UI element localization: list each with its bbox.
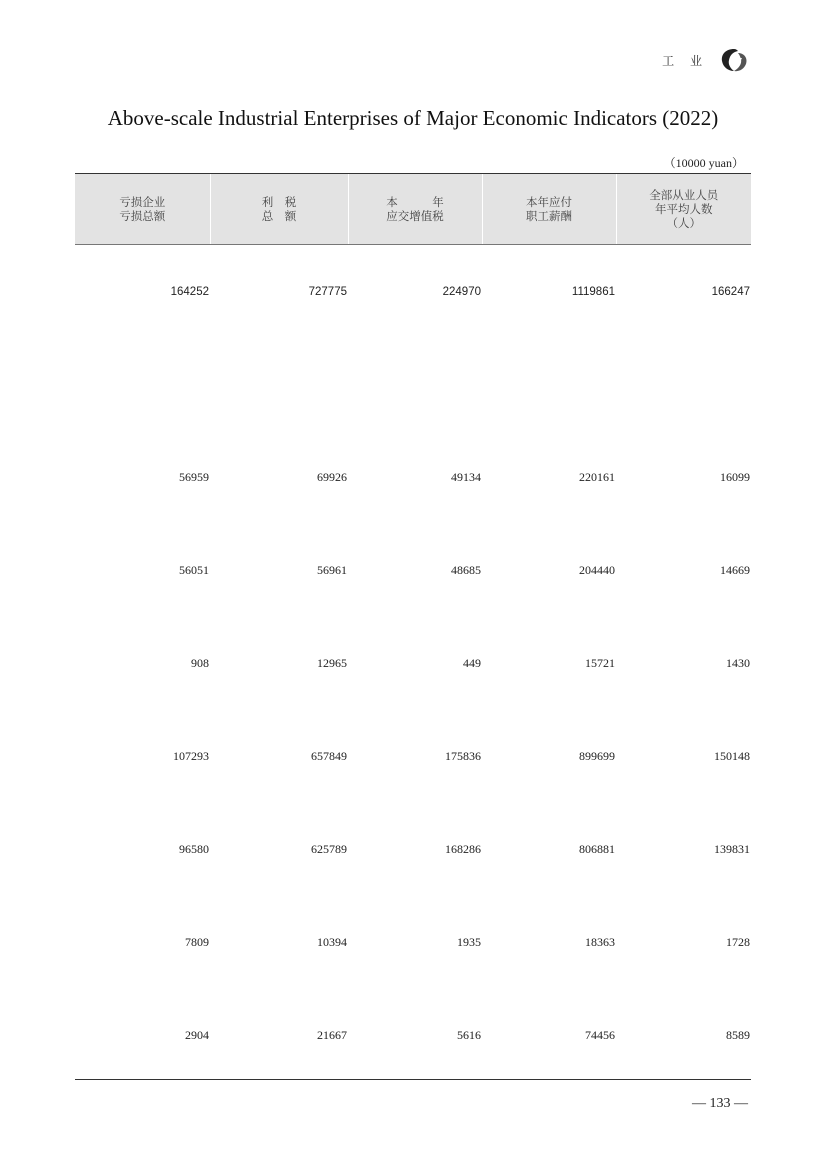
table-row xyxy=(75,656,751,749)
table-row xyxy=(75,749,751,842)
table-cell: 96580 xyxy=(179,842,209,856)
table-cell: 21667 xyxy=(317,1028,347,1042)
table-cell: 2904 xyxy=(185,1028,209,1042)
table-row xyxy=(75,935,751,1028)
table-cell: 14669 xyxy=(720,563,750,577)
table-cell: 204440 xyxy=(579,563,615,577)
table-cell: 8589 xyxy=(726,1028,750,1042)
table-cell: 1935 xyxy=(457,935,481,949)
table-cell: 7809 xyxy=(185,935,209,949)
table-cell: 449 xyxy=(463,656,481,670)
table-row xyxy=(75,245,751,471)
table-cell: 625789 xyxy=(311,842,347,856)
column-header: 亏损企业 亏损总额 xyxy=(75,174,210,245)
table-cell: 1728 xyxy=(726,935,750,949)
table-header-row xyxy=(75,174,751,245)
table-cell: 56051 xyxy=(179,563,209,577)
table-cell: 899699 xyxy=(579,749,615,763)
column-header: 全部从业人员 年平均人数 （人） xyxy=(616,174,751,245)
table-cell: 166247 xyxy=(711,286,750,298)
table-cell: 49134 xyxy=(451,470,481,484)
table-cell: 139831 xyxy=(714,842,750,856)
table-cell: 175836 xyxy=(445,749,481,763)
page-number: — 133 — xyxy=(692,1096,748,1111)
table-cell: 74456 xyxy=(585,1028,615,1042)
table-cell: 908 xyxy=(191,656,209,670)
table-cell: 56961 xyxy=(317,563,347,577)
table-cell: 1430 xyxy=(726,656,750,670)
column-header: 本 年 应交增值税 xyxy=(348,174,482,245)
bottom-rule xyxy=(75,1079,751,1080)
table-cell: 224970 xyxy=(442,286,481,298)
table-row xyxy=(75,563,751,656)
table-cell: 10394 xyxy=(317,935,347,949)
table-cell: 12965 xyxy=(317,656,347,670)
table-cell: 727775 xyxy=(308,286,347,298)
column-header: 本年应付 职工薪酬 xyxy=(482,174,616,245)
table-row xyxy=(75,1028,751,1121)
page-title: Above-scale Industrial Enterprises of Major Economic Indicators (2022) xyxy=(107,106,719,130)
table-cell: 657849 xyxy=(311,749,347,763)
table-cell: 168286 xyxy=(445,842,481,856)
section-header xyxy=(662,46,750,74)
table-cell: 56959 xyxy=(179,470,209,484)
table-row xyxy=(75,842,751,935)
table-cell: 16099 xyxy=(720,470,750,484)
unit-note: （10000 yuan） xyxy=(663,156,744,170)
section-label: 工 业 xyxy=(662,53,708,68)
table-cell: 150148 xyxy=(714,749,750,763)
table-cell: 107293 xyxy=(173,749,209,763)
table-cell: 164252 xyxy=(170,286,209,298)
logo-icon xyxy=(718,46,750,74)
table-cell: 15721 xyxy=(585,656,615,670)
table-cell: 5616 xyxy=(457,1028,481,1042)
table-cell: 48685 xyxy=(451,563,481,577)
table-cell: 220161 xyxy=(579,470,615,484)
column-header: 利 税 总 额 xyxy=(210,174,348,245)
table-cell: 806881 xyxy=(579,842,615,856)
indicator-table xyxy=(75,173,751,1121)
table-cell: 1119861 xyxy=(571,286,615,298)
table-cell: 18363 xyxy=(585,935,615,949)
table-cell: 69926 xyxy=(317,470,347,484)
table-row xyxy=(75,470,751,563)
